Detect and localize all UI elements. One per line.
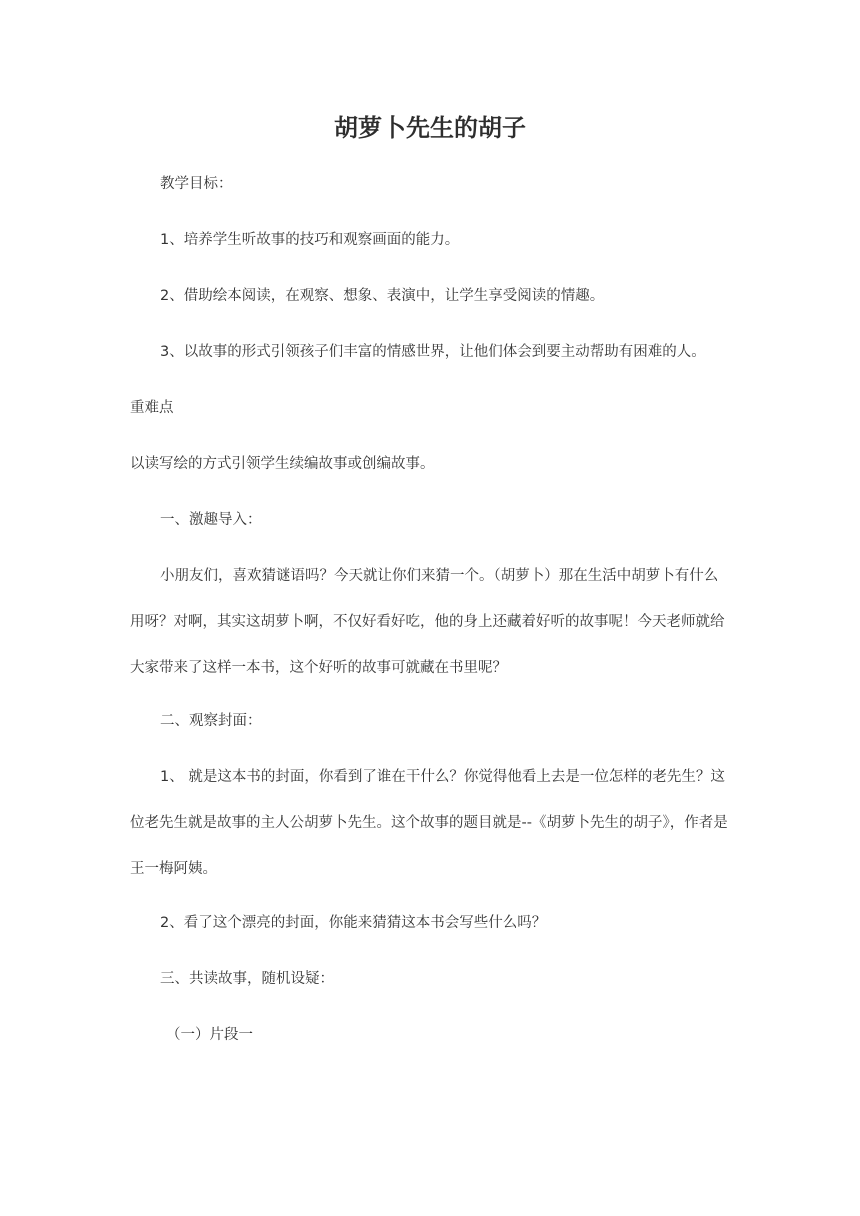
key-points-text: 以读写绘的方式引领学生续编故事或创编故事。 [130, 456, 435, 472]
section-3-subheading-1: （一）片段一 [166, 1027, 253, 1043]
objective-item-2: 2、借助绘本阅读，在观察、想象、表演中，让学生享受阅读的情趣。 [160, 288, 605, 304]
section-2-heading: 二、观察封面： [160, 713, 262, 729]
objective-item-3: 3、以故事的形式引领孩子们丰富的情感世界，让他们体会到要主动帮助有困难的人。 [160, 344, 706, 360]
document-title: 胡萝卜先生的胡子 [334, 114, 526, 142]
section-2-item-2: 2、看了这个漂亮的封面，你能来猜猜这本书会写些什么吗？ [160, 915, 547, 931]
section-1-heading: 一、激趣导入： [160, 512, 262, 528]
section-3-heading: 三、共读故事，随机设疑： [160, 971, 334, 987]
section-1-paragraph: 小朋友们，喜欢猜谜语吗？今天就让你们来猜一个。（胡萝卜）那在生活中胡萝卜有什么用呀？对啊，其实这胡萝卜啊，不仅好看好吃，他的身上还藏着好听的故事呢！今天老师就给大家带来了这样一本书，这个好听的故事可就藏在书里呢？ [130, 568, 725, 676]
objective-item-1: 1、培养学生听故事的技巧和观察画面的能力。 [160, 232, 460, 248]
section-2-item-1: 1、 就是这本书的封面，你看到了谁在干什么？你觉得他看上去是一位怎样的老先生？这位老先生就是故事的主人公胡萝卜先生。这个故事的题目就是--《胡萝卜先生的胡子》，作者是王一梅阿姨。 [130, 769, 728, 877]
objectives-heading: 教学目标： [160, 176, 233, 192]
key-points-heading: 重难点 [130, 400, 174, 416]
